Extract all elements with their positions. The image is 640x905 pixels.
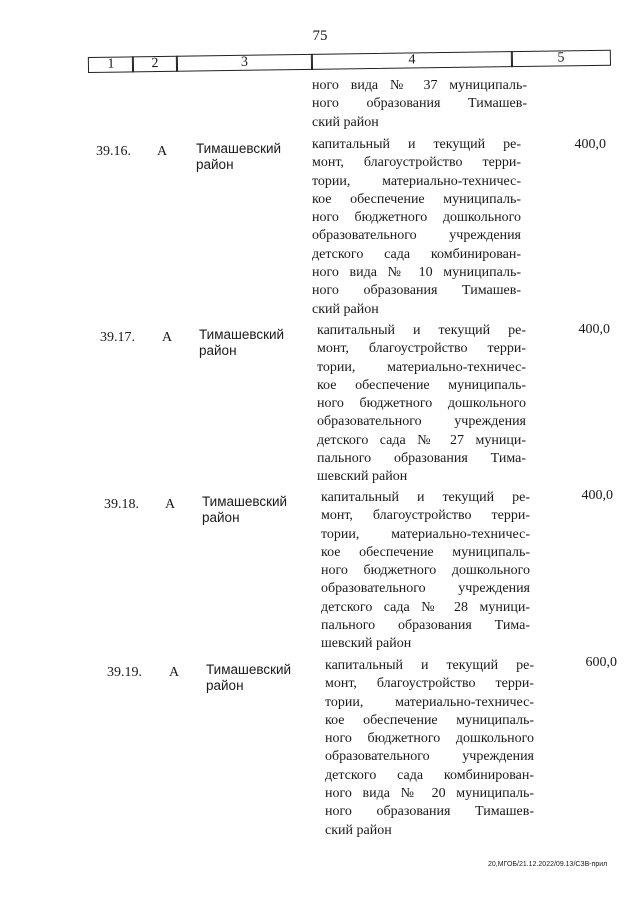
district-line: Тимашевский <box>199 327 285 342</box>
desc-line: ного вида № 20 муниципаль- <box>325 786 534 802</box>
desc-line: ного образования Тимашев- <box>312 96 527 112</box>
row-number: 39.16. <box>96 144 131 159</box>
desc-line: ного образования Тимашев- <box>312 283 521 299</box>
row-letter: А <box>169 665 180 680</box>
desc-line: тории, материально-техничес- <box>325 694 534 710</box>
header-col-2: 2 <box>132 56 178 73</box>
desc-line: кое обеспечение муниципаль- <box>312 191 521 207</box>
desc-line: капитальный и текущий ре- <box>317 323 526 338</box>
row-district <box>206 662 291 694</box>
continuation-text <box>312 77 527 132</box>
desc-line: образовательного учреждения <box>321 581 530 597</box>
district-line: Тимашевский <box>202 494 288 509</box>
desc-line: пального образования Тима- <box>317 451 526 467</box>
row-district <box>202 494 287 526</box>
row-description <box>321 489 530 654</box>
row-letter: А <box>165 497 176 512</box>
desc-line: тории, материально-техничес- <box>317 359 526 375</box>
district-line: район <box>202 510 240 525</box>
row-description <box>312 136 521 319</box>
desc-line: ного бюджетного дошкольного <box>312 210 521 226</box>
header-col-4: 4 <box>311 51 513 70</box>
row-number: 39.17. <box>100 330 135 345</box>
desc-line: капитальный и текущий ре- <box>312 137 521 152</box>
row-district <box>196 141 281 173</box>
desc-line: тории, материально-техничес- <box>321 526 530 542</box>
desc-line: тории, материально-техничес- <box>312 173 521 189</box>
desc-line: монт, благоустройство терри- <box>317 341 526 357</box>
header-col-3: 3 <box>176 54 313 72</box>
desc-line: ский район <box>312 301 379 317</box>
document-footer-code: 20,МГОБ/21.12.2022/09.13/СЗВ-прил <box>488 861 608 868</box>
page-number: 75 <box>312 28 328 44</box>
row-amount: 600,0 <box>585 655 617 670</box>
row-description <box>325 657 534 840</box>
desc-line: капитальный и текущий ре- <box>325 658 534 673</box>
desc-line: ский район <box>325 822 392 838</box>
district-line: район <box>206 678 244 693</box>
header-col-5: 5 <box>511 50 611 67</box>
desc-line: детского сада № 28 муници- <box>321 599 530 615</box>
header-col-1: 1 <box>88 56 134 73</box>
desc-line: шевский район <box>321 636 412 652</box>
desc-line: ного бюджетного дошкольного <box>325 731 534 747</box>
row-amount: 400,0 <box>574 137 606 152</box>
row-amount: 400,0 <box>578 322 610 337</box>
row-amount: 400,0 <box>581 488 613 503</box>
desc-line: детского сада комбинирован- <box>325 767 534 783</box>
desc-line: монт, благоустройство терри- <box>321 508 530 524</box>
desc-line: пального образования Тима- <box>321 618 530 634</box>
desc-line: ного бюджетного дошкольного <box>317 396 526 412</box>
district-line: Тимашевский <box>196 141 282 156</box>
desc-line: ский район <box>312 114 379 130</box>
district-line: Тимашевский <box>206 662 292 677</box>
desc-line: капитальный и текущий ре- <box>321 490 530 505</box>
desc-line: образовательного учреждения <box>312 228 521 244</box>
desc-line: кое обеспечение муниципаль- <box>321 544 530 560</box>
desc-line: ного вида № 10 муниципаль- <box>312 265 521 281</box>
district-line: район <box>199 343 237 358</box>
desc-line: образовательного учреждения <box>325 749 534 765</box>
desc-line: кое обеспечение муниципаль- <box>317 377 526 393</box>
desc-line: образовательного учреждения <box>317 414 526 430</box>
desc-line: ного бюджетного дошкольного <box>321 563 530 579</box>
district-line: район <box>196 157 234 172</box>
desc-line: кое обеспечение муниципаль- <box>325 712 534 728</box>
desc-line: ного образования Тимашев- <box>325 804 534 820</box>
desc-line: шевский район <box>317 469 408 485</box>
row-number: 39.19. <box>107 665 142 680</box>
desc-line: детского сада комбинирован- <box>312 246 521 262</box>
row-number: 39.18. <box>104 497 139 512</box>
row-district <box>199 327 284 359</box>
desc-line: монт, благоустройство терри- <box>325 676 534 692</box>
row-letter: А <box>162 330 173 345</box>
row-letter: А <box>157 144 168 159</box>
desc-line: ного вида № 37 муниципаль- <box>312 78 527 93</box>
desc-line: монт, благоустройство терри- <box>312 155 521 171</box>
row-description <box>317 322 526 487</box>
desc-line: детского сада № 27 муници- <box>317 432 526 448</box>
